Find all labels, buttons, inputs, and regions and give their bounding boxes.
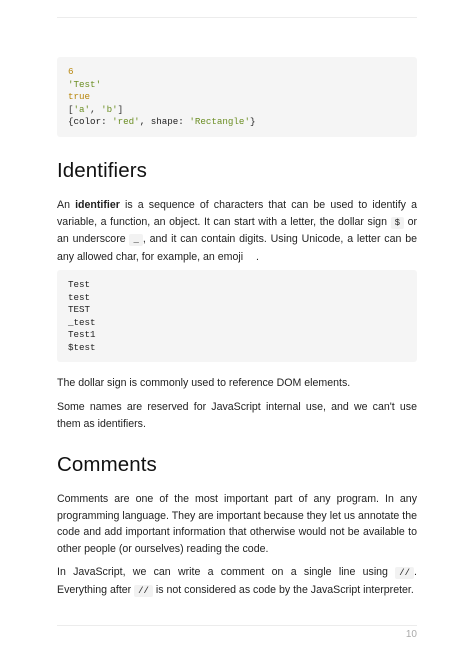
inline-code: // (395, 567, 414, 579)
inline-code: // (134, 585, 153, 597)
code-token: 'red' (112, 116, 140, 128)
code-line: true (68, 91, 91, 103)
code-block-identifiers (57, 270, 417, 362)
inline-code: $ (391, 217, 404, 229)
reserved-names-paragraph: Some names are reserved for JavaScript internal use, and we can't use them as identifiers. (57, 401, 417, 430)
code-token: } (249, 116, 256, 128)
code-line: _test (68, 316, 96, 328)
code-line: $test (68, 341, 96, 353)
section-heading-identifiers: Identifiers (57, 159, 147, 182)
code-token: 'a' (73, 103, 91, 115)
text-run: is not considered as code by the JavaScript interpreter. (152, 583, 414, 596)
text-run: An (57, 199, 76, 211)
code-token: ] (117, 103, 124, 115)
text-run: is a sequence of characters that can be used to identify a variable, a function, an object. It can start with a letter, the dollar sign (57, 199, 417, 228)
comments-paragraph: Comments are one of the most important part of any program. In any programming language. They are important because they let us annotate the code and add important information that otherwise would not be available to other people (or ourselves) reading the code. (57, 493, 417, 555)
inline-code: _ (129, 234, 142, 246)
code-line: 'Test' (68, 78, 102, 90)
code-block-values (57, 57, 417, 137)
section-heading-comments: Comments (57, 453, 157, 476)
code-line: Test1 (68, 329, 96, 341)
text-run: . Everything after (57, 566, 417, 596)
text-run: or an underscore (57, 215, 417, 245)
code-line: TEST (68, 304, 91, 316)
code-token: 'Rectangle' (189, 116, 250, 128)
single-line-comment-paragraph (57, 564, 417, 599)
code-line: test (68, 291, 91, 303)
text-run: . (256, 250, 259, 263)
code-line (68, 116, 406, 129)
bold-term: identifier (75, 199, 120, 211)
text-run: In JavaScript, we can write a comment on a single line using (57, 566, 396, 578)
code-token: , (90, 103, 102, 115)
dollar-sign-paragraph: The dollar sign is commonly used to reference DOM elements. (57, 377, 351, 389)
bottom-divider (57, 625, 417, 626)
page-number: 10 (405, 629, 417, 640)
code-line (68, 104, 406, 117)
code-line: Test (68, 279, 91, 290)
code-token: [ (68, 103, 74, 115)
code-token: 'b' (101, 103, 118, 115)
top-divider (57, 17, 417, 18)
code-token: {color: (68, 116, 113, 128)
text-run: , and it can contain digits. Using Unicode, a letter can be any allowed char, for example, an emoji (57, 233, 417, 263)
identifiers-paragraph (57, 197, 417, 265)
code-token: , shape: (139, 116, 190, 128)
code-line: 6 (68, 66, 74, 77)
